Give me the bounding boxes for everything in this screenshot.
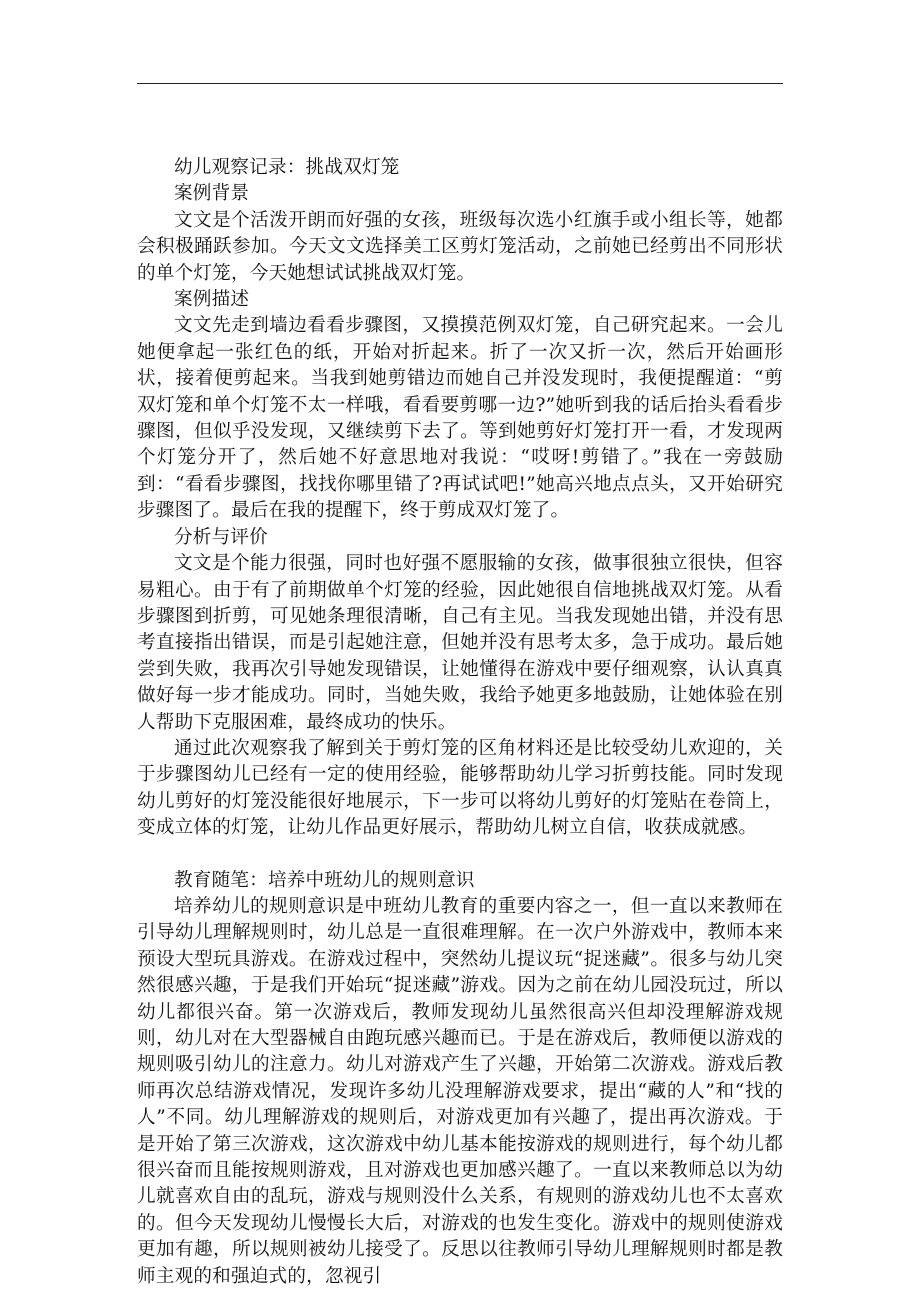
description-heading: 案例描述 bbox=[174, 289, 250, 311]
header-rule bbox=[137, 83, 783, 84]
background-paragraph: 文文是个活泼开朗而好强的女孩，班级每次选小红旗手或小组长等，她都会积极踊跃参加。今天文文选择美工区剪灯笼活动，之前她已经剪出不同形状的单个灯笼，今天她想试试挑战双灯笼。 bbox=[137, 209, 783, 284]
analysis-heading: 分析与评价 bbox=[174, 526, 268, 548]
background-heading: 案例背景 bbox=[174, 183, 250, 205]
essay-paragraph: 培养幼儿的规则意识是中班幼儿教育的重要内容之一，但一直以来教师在引导幼儿理解规则时，幼儿总是一直很难理解。在一次户外游戏中，教师本来预设大型玩具游戏。在游戏过程中，突然幼儿提议玩“捉迷藏”。很多与幼儿突然很感兴趣，于是我们开始玩“捉迷藏”游戏。因为之前在幼儿园没玩过，所以幼儿都很兴奋。第一次游戏后，教师发现幼儿虽然很高兴但却没理解游戏规则，幼儿对在大型器械自由跑玩感兴趣而已。于是在游戏后，教师便以游戏的规则吸引幼儿的注意力。幼儿对游戏产生了兴趣，开始第二次游戏。游戏后教师再次总结游戏情况，发现许多幼儿没理解游戏要求，提出“藏的人”和“找的人”不同。幼儿理解游戏的规则后，对游戏更加有兴趣了，提出再次游戏。于是开始了第三次游戏，这次游戏中幼儿基本能按游戏的规则进行，每个幼儿都很兴奋而且能按规则游戏，且对游戏也更加感兴趣了。一直以来教师总以为幼儿就喜欢自由的乱玩，游戏与规则没什么关系，有规则的游戏幼儿也不太喜欢的。但今天发现幼儿慢慢长大后，对游戏的也发生变化。游戏中的规则使游戏更加有趣，所以规则被幼儿接受了。反思以往教师引导幼儿理解规则时都是教师主观的和强迫式的，忽视引 bbox=[137, 895, 783, 1287]
description-paragraph: 文文先走到墙边看看步骤图，又摸摸范例双灯笼，自己研究起来。一会儿她便拿起一张红色的纸，开始对折起来。折了一次又折一次，然后开始画形状，接着便剪起来。当我到她剪错边而她自己并没发现时，我便提醒道：“剪双灯笼和单个灯笼不太一样哦，看看要剪哪一边?”她听到我的话后抬头看看步骤图，但似乎没发现，又继续剪下去了。等到她剪好灯笼打开一看，才发现两个灯笼分开了，然后她不好意思地对我说：“哎呀!剪错了。”我在一旁鼓励到：“看看步骤图，找找你哪里错了?再试试吧!”她高兴地点点头，又开始研究步骤图了。最后在我的提醒下，终于剪成双灯笼了。 bbox=[137, 315, 783, 522]
section-spacer bbox=[137, 842, 783, 868]
conclusion-paragraph: 通过此次观察我了解到关于剪灯笼的区角材料还是比较受幼儿欢迎的，关于步骤图幼儿已经有一定的使用经验，能够帮助幼儿学习折剪技能。同时发现幼儿剪好的灯笼没能很好地展示，下一步可以将幼儿剪好的灯笼贴在卷筒上，变成立体的灯笼，让幼儿作品更好展示，帮助幼儿树立自信，收获成就感。 bbox=[137, 737, 783, 839]
analysis-paragraph: 文文是个能力很强，同时也好强不愿服输的女孩，做事很独立很快，但容易粗心。由于有了前期做单个灯笼的经验，因此她很自信地挑战双灯笼。从看步骤图到折剪，可见她条理很清晰，自己有主见。当我发现她出错，并没有思考直接指出错误，而是引起她注意，但她并没有思考太多，急于成功。最后她尝到失败，我再次引导她发现错误，让她懂得在游戏中要仔细观察，认认真真做好每一步才能成功。同时，当她失败，我给予她更多地鼓励，让她体验在别人帮助下克服困难，最终成功的快乐。 bbox=[137, 553, 783, 733]
essay-title: 教育随笔：培养中班幼儿的规则意识 bbox=[174, 869, 475, 891]
observation-title: 幼儿观察记录：挑战双灯笼 bbox=[174, 157, 400, 178]
document-body bbox=[137, 155, 783, 1290]
